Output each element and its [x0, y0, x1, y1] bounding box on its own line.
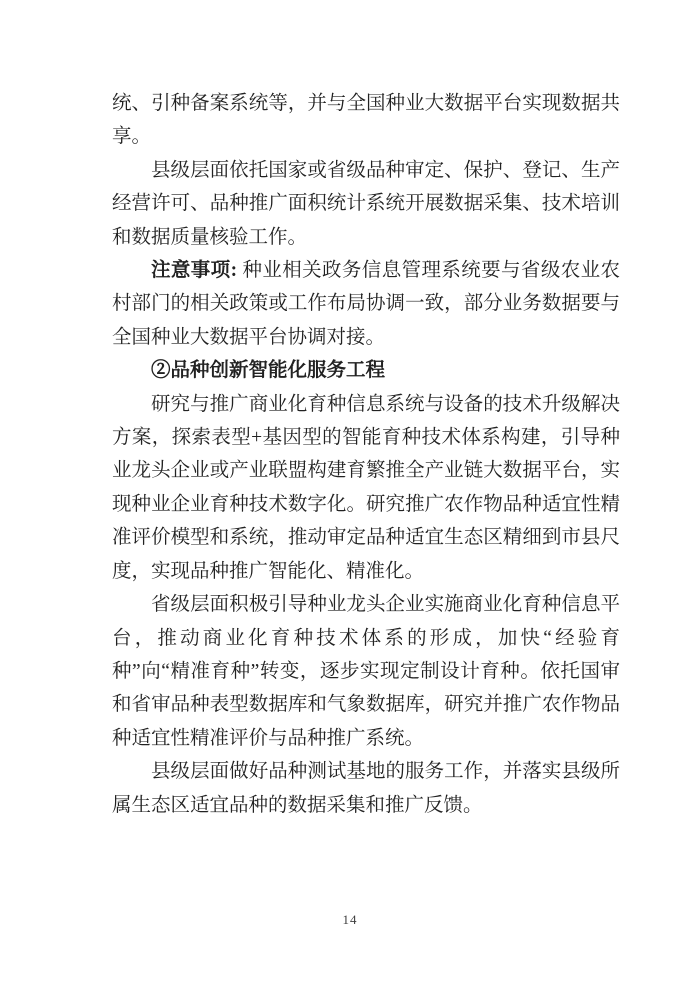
- notice-label: 注意事项:: [151, 260, 238, 282]
- paragraph-county-service: 县级层面做好品种测试基地的服务工作，并落实县级所属生态区适宜品种的数据采集和推广反馈。: [112, 761, 620, 816]
- notice-text: 种业相关政务信息管理系统要与省级农业农村部门的相关政策或工作布局协调一致，部分业务数据要与全国种业大数据平台协调对接。: [112, 260, 620, 348]
- document-text-block: [112, 87, 620, 822]
- paragraph-research: 研究与推广商业化育种信息系统与设备的技术升级解决方案，探索表型+基因型的智能育种技术体系构建，引导种业龙头企业或产业联盟构建育繁推全产业链大数据平台，实现种业企业育种技术数字化。研究推广农作物品种适宜性精准评价模型和系统，推动审定品种适宜生态区精细到市县尺度，实现品种推广智能化、精准化。: [112, 393, 620, 582]
- paragraph-county-level: 县级层面依托国家或省级品种审定、保护、登记、生产经营许可、品种推广面积统计系统开展数据采集、技术培训和数据质量核验工作。: [112, 159, 620, 248]
- paragraph-continuation: 统、引种备案系统等，并与全国种业大数据平台实现数据共享。: [112, 93, 620, 148]
- paragraph-province-level: 省级层面积极引导种业龙头企业实施商业化育种信息平台，推动商业化育种技术体系的形成，加快“经验育种”向“精准育种”转变，逐步实现定制设计育种。依托国审和省审品种表型数据库和气象数据库，研究并推广农作物品种适宜性精准评价与品种推广系统。: [112, 594, 620, 749]
- page-number: 14: [342, 912, 358, 927]
- section-heading: ②品种创新智能化服务工程: [151, 360, 386, 382]
- paragraph-notice: [112, 254, 620, 354]
